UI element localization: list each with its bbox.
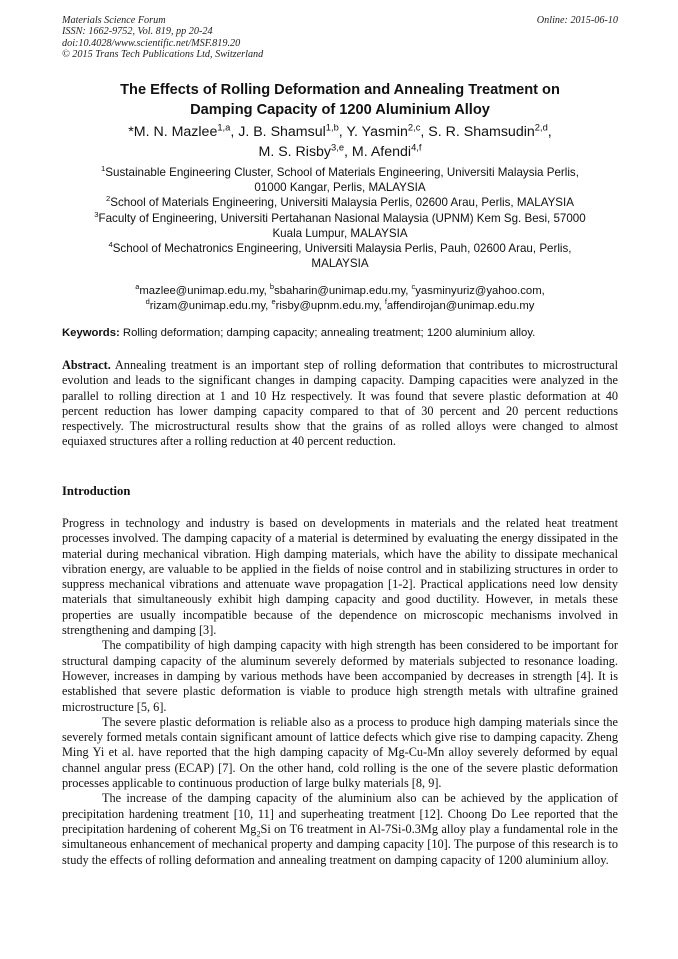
title-line-2: Damping Capacity of 1200 Aluminium Alloy [190, 102, 490, 118]
abstract-text: Annealing treatment is an important step of rolling deformation that contributes to microstructural evolution and leads to the significant changes in damping capacity. Damping capacities were analyzed in the parallel to rolling direction at 1 and 10 Hz respectively. It was found that severe plastic deformation at 40 percent reduction has lower damping capacity compared to that of 30 percent and 20 percent reductions respectively. The microstructural results show that the grains of as rolled alloys were changed to almost equiaxed structures after a rolling reduction at 40 percent reduction. [62, 358, 618, 449]
email-mark: c [411, 282, 416, 292]
affil-number: 2 [106, 194, 111, 204]
email-list [62, 284, 618, 314]
author-name: , J. B. Shamsul [230, 124, 326, 140]
paper-title [62, 80, 618, 120]
author-name: *M. N. Mazlee [128, 124, 218, 140]
email-link[interactable]: mazlee@unimap.edu.my, [139, 285, 270, 297]
paragraph-text: The increase of the damping capacity of the aluminium also can be achieved by the application of precipitation hardening treatment [10, 11] and superheating treatment [12]. Choong Do Lee reported that the precipitation hardening of coherent Mg [62, 791, 618, 836]
author-separator: , [547, 124, 552, 140]
paragraph-1: Progress in technology and industry is based on developments in materials and the related heat treatment processes involved. The damping capacity of a material is determined by evaluating the energy dissipated in the material during mechanical vibration. High damping materials, which have the ability to dissipate mechanical vibration energy, are valuable to be applied in the fields of noise control and in stabilizing structures in order to suppress mechanical vibrations and attenuate wave propagation [1-2]. Practical applications need low density materials that simultaneously exhibit high damping capacity and good ductility. However, in metals these properties are usually incompatible because of the dependence on microscopic mechanisms involved in strengthening and damping [3]. [62, 516, 618, 638]
author-affil: 3,e [331, 142, 345, 153]
affil-number: 1 [101, 164, 106, 174]
email-mark: f [384, 297, 387, 307]
affil-number: 4 [108, 240, 113, 250]
abstract [62, 358, 618, 450]
author-affil: 2,c [407, 122, 421, 133]
affiliation-3 [62, 211, 618, 241]
author-affil: 4,f [411, 142, 422, 153]
author-name: , S. R. Shamsudin [420, 124, 535, 140]
copyright: © 2015 Trans Tech Publications Ltd, Switzerland [62, 49, 264, 61]
author-list [62, 122, 618, 162]
author-name: M. S. Risby [258, 144, 332, 160]
affiliation-4 [62, 241, 618, 271]
affiliation-2 [62, 195, 618, 210]
keywords [62, 326, 618, 341]
paragraph-text: Si on T6 treatment in Al-7Si-0.3Mg alloy play a fundamental role in the simultaneous enhancement of mechanical property and damping capacity [10]. The purpose of this research is to study the effects of rolling deformation and annealing treatment on damping capacity of 1200 aluminium alloy. [62, 821, 618, 867]
email-link[interactable]: risby@upnm.edu.my, [275, 299, 385, 312]
affil-text: MALAYSIA [311, 257, 369, 271]
paragraph-2: The compatibility of high damping capacity with high strength has been considered to be important for structural damping capacity of the aluminum severely deformed by materials subjected to resonance loading. However, increases in damping by various methods have been accompanied by decreases in strength [4]. It is established that severe plastic deformation is viable to produce high strength metals with ultrafine grained microstructure [5, 6]. [62, 638, 618, 714]
email-link[interactable]: affendirojan@unimap.edu.my [386, 299, 535, 312]
affil-text: School of Mechatronics Engineering, Universiti Malaysia Perlis, Pauh, 02600 Arau, Perlis, [112, 242, 572, 256]
affil-text: Faculty of Engineering, Universiti Pertahanan Nasional Malaysia (UPNM) Kem Sg. Besi, 57000 [98, 211, 586, 225]
email-mark: b [269, 282, 275, 292]
title-line-1: The Effects of Rolling Deformation and Annealing Treatment on [120, 82, 560, 98]
abstract-label: Abstract. [62, 358, 111, 372]
doi-link[interactable]: doi:10.4028/www.scientific.net/MSF.819.20 [62, 37, 241, 49]
affil-text: Sustainable Engineering Cluster, School of Materials Engineering, Universiti Malaysia Perlis, [105, 166, 579, 179]
author-name: , Y. Yasmin [338, 124, 408, 140]
affil-number: 3 [94, 209, 99, 219]
email-link[interactable]: rizam@unimap.edu.my, [149, 299, 272, 312]
email-mark: a [135, 282, 140, 292]
journal-name: Materials Science Forum [62, 15, 166, 26]
keywords-text: Rolling deformation; damping capacity; annealing treatment; 1200 aluminium alloy. [119, 327, 536, 339]
author-name: , M. Afendi [344, 144, 412, 160]
affil-text: School of Materials Engineering, Universiti Malaysia Perlis, 02600 Arau, Perlis, MALAYSIA [110, 196, 574, 210]
author-affil: 2,d [534, 122, 548, 133]
issn: ISSN: 1662-9752, Vol. 819, pp 20-24 [62, 26, 213, 38]
email-mark: e [271, 297, 276, 307]
paragraph-4 [62, 791, 618, 867]
affiliation-1 [62, 165, 618, 195]
online-date: Online: 2015-06-10 [536, 15, 618, 26]
author-affil: 1,b [325, 122, 339, 133]
email-line-2 [62, 299, 618, 314]
affil-text: 01000 Kangar, Perlis, MALAYSIA [254, 181, 426, 195]
journal-header [62, 15, 618, 61]
affil-text: Kuala Lumpur, MALAYSIA [272, 226, 408, 240]
email-link[interactable]: yasminyuriz@yahoo.com, [415, 285, 545, 297]
formula-subscript: 2 [256, 829, 261, 839]
email-link[interactable]: sbaharin@unimap.edu.my, [274, 285, 412, 297]
author-affil: 1,a [217, 122, 231, 133]
email-mark: d [145, 297, 150, 307]
introduction-body [62, 516, 618, 868]
author-line-1 [62, 122, 618, 142]
affiliations [62, 165, 618, 271]
keywords-label: Keywords: [62, 327, 120, 339]
section-heading-introduction: Introduction [62, 484, 131, 498]
author-line-2 [62, 142, 618, 162]
paragraph-3: The severe plastic deformation is reliable also as a process to produce high damping materials since the severely formed metals contain significant amount of lattice defects which give rise to damping capacity. Zheng Ming Yi et al. have reported that the high damping capacity of Mg-Cu-Mn alloy severely deformed by equal channel angular press (ECAP) [7]. On the other hand, cold rolling is the one of the severe plastic deformation processes applicable to continuous production of large bulky materials [8, 9]. [62, 714, 618, 791]
